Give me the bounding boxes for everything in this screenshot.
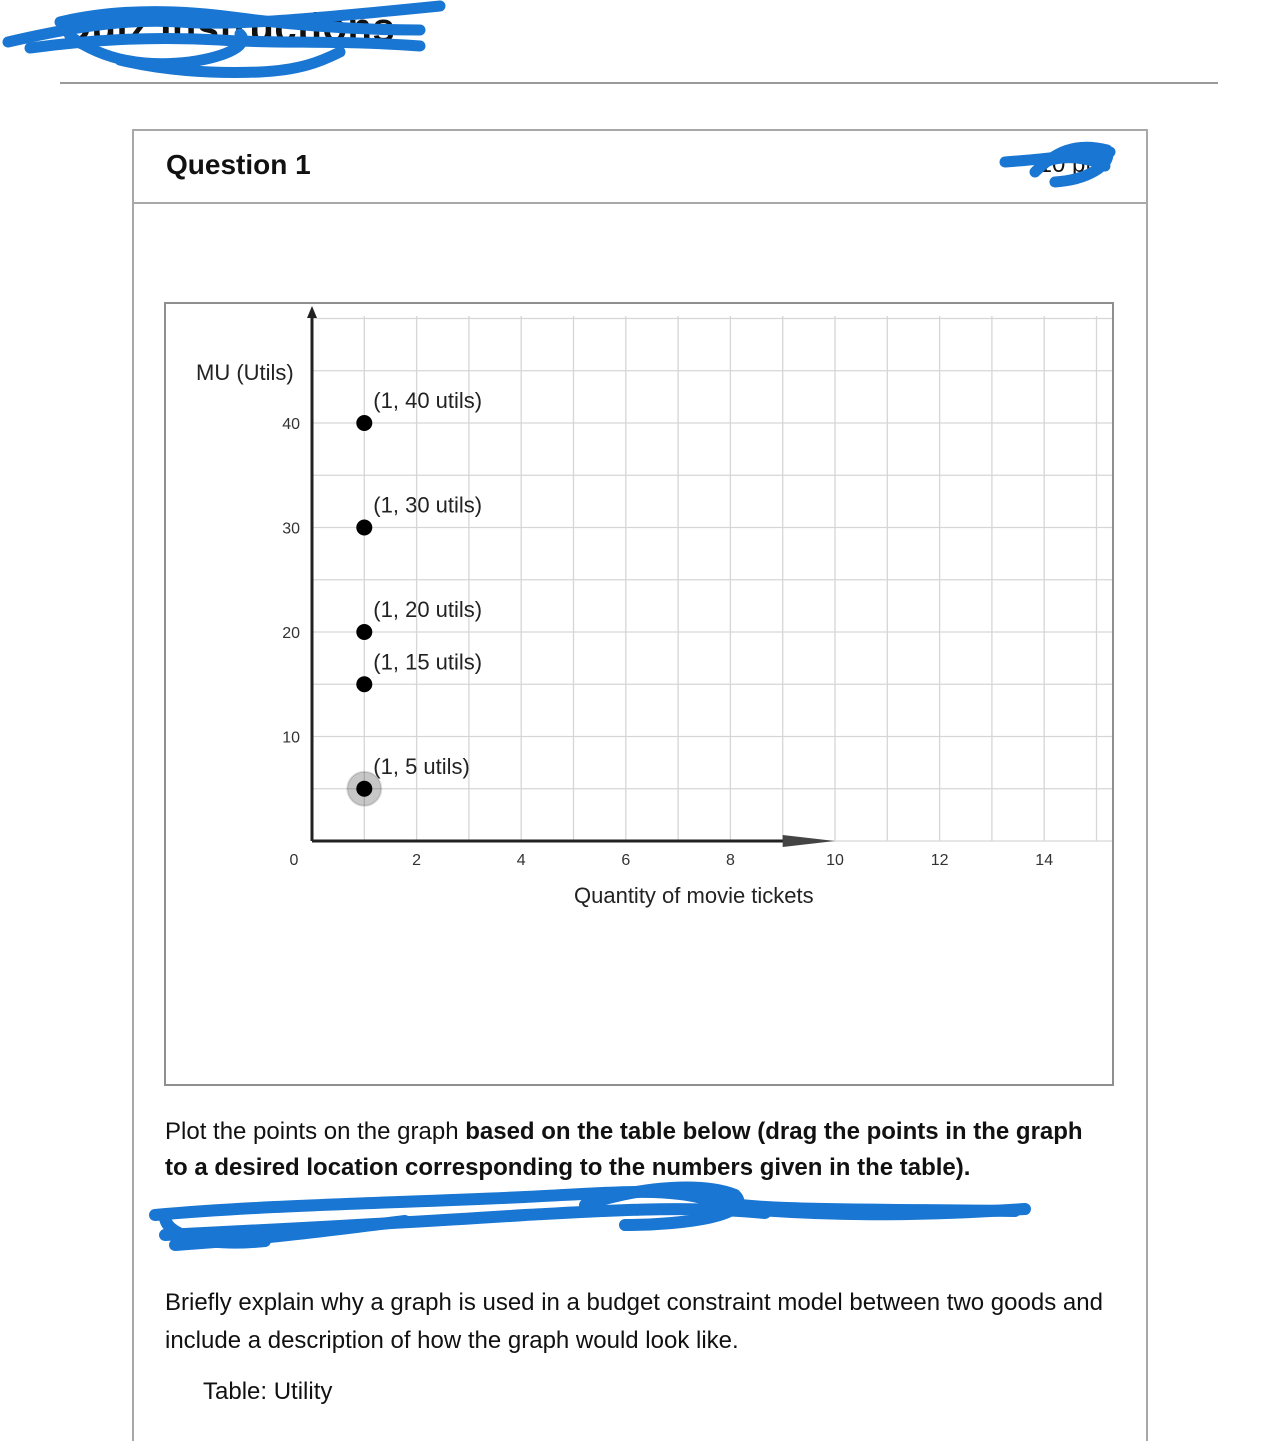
data-points[interactable]	[347, 388, 482, 806]
point-label: (1, 15 utils)	[373, 649, 483, 675]
y-tick-label: 10	[282, 729, 300, 747]
x-axis-label: Quantity of movie tickets	[574, 883, 814, 908]
y-axis-arrow	[307, 306, 317, 318]
y-tick-label: 40	[282, 416, 300, 433]
graph-frame	[164, 302, 1114, 1086]
x-tick-label: 14	[1035, 852, 1054, 869]
question-prompt: Briefly explain why a graph is used in a budget constraint model between two goods and include a description of how the graph would look like.	[165, 1289, 1103, 1354]
point-label: (1, 20 utils)	[373, 597, 483, 622]
data-point[interactable]	[356, 597, 482, 640]
point-marker[interactable]	[356, 520, 372, 536]
x-tick-label: 10	[826, 852, 844, 869]
x-tick-label: 8	[725, 852, 735, 869]
question-title: Question 1	[166, 149, 311, 180]
tick-labels	[282, 416, 1053, 869]
instruction-plain: Plot the points on the graph	[165, 1118, 466, 1145]
point-marker[interactable]	[356, 624, 372, 640]
y-axis-label: MU (Utils)	[196, 360, 294, 385]
point-marker[interactable]	[356, 781, 372, 797]
data-point[interactable]	[356, 493, 482, 536]
data-point[interactable]	[356, 388, 482, 431]
x-tick-label: 12	[930, 852, 949, 869]
x-axis-arrow	[783, 835, 835, 847]
instruction-bold: based on the table below (drag the points in the graph to a desired location corresponding to the numbers given in the table).	[165, 1118, 1083, 1181]
instruction-text	[165, 1114, 1105, 1186]
x-tick-label: 0	[289, 852, 299, 869]
heading-divider	[60, 82, 1218, 84]
y-tick-label: 30	[282, 520, 300, 538]
question-header	[134, 131, 1146, 204]
y-tick-label: 20	[282, 625, 300, 642]
point-marker[interactable]	[356, 415, 372, 431]
point-label: (1, 5 utils)	[373, 753, 470, 779]
point-label: (1, 30 utils)	[373, 492, 483, 518]
point-marker[interactable]	[356, 676, 372, 692]
x-tick-label: 6	[621, 852, 631, 869]
page-heading: Quiz Instructions	[60, 6, 396, 50]
x-tick-label: 4	[516, 852, 526, 869]
point-label: (1, 40 utils)	[373, 388, 483, 413]
question-points: 10 pts	[1038, 151, 1104, 178]
data-point[interactable]	[347, 754, 470, 806]
mu-chart[interactable]	[166, 304, 1112, 1084]
table-caption: Table: Utility	[203, 1378, 333, 1405]
data-point[interactable]	[356, 649, 482, 692]
x-tick-label: 2	[412, 852, 422, 869]
